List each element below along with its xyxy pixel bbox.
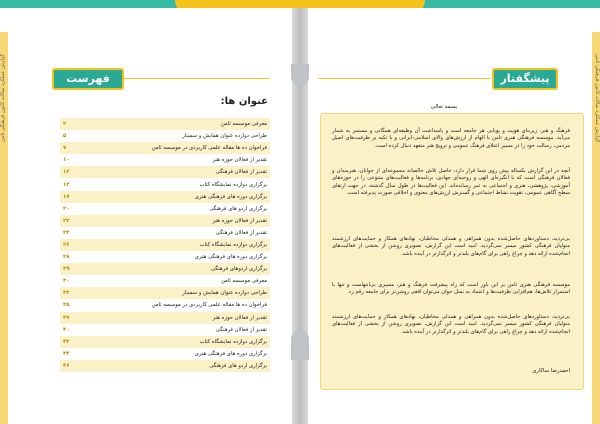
signature: احمدرضا ساکاری: [532, 368, 570, 374]
toc-row: [60, 336, 270, 348]
toc-page-number: ۲۲: [63, 217, 70, 224]
bismillah: بسمه تعالی: [430, 104, 458, 110]
toc-page-number: ۳۰: [63, 278, 70, 285]
section-title: عنوان ها:: [220, 96, 268, 107]
toc-row: [60, 215, 270, 227]
toc-title: معرفی موسسه ثامن: [220, 121, 267, 128]
toc-row: [60, 178, 270, 190]
toc-page-number: ۴۶: [63, 362, 70, 369]
preface-paragraph: آنچه در این گزارش یکساله پیش روی شما قرار دارد، حاصل تلاش خالصانه مجموعه‌ای از جوانان، هنرمندان و فعالان فرهنگی است که با انگیزه‌ای الهی و روحیه‌ای جهادی، برنامه‌ها و فعالیت‌های متنوعی را در حوزه‌های آموزشی، پژوهشی، هنری و اجتماعی به ثمر رسانده‌اند. این فعالیت‌ها در طول سال گذشته، در جهت ارتقای سطح آگاهی عمومی، تقویت نشاط اجتماعی و گسترش ارزش‌های معنوی و اخلاقی صورت پذیرفته است.: [332, 168, 570, 197]
toc-row: [60, 154, 270, 166]
toc-page-number: ۱۲: [63, 169, 70, 176]
toc-page-number: ۱۷: [63, 193, 70, 200]
toc-row: [60, 348, 270, 360]
toc-page-number: ۴۲: [63, 338, 70, 345]
toc-title: برگزاری اردوهای فرهنگی: [210, 266, 267, 273]
toc-page-number: ۳۷: [63, 314, 70, 321]
toc-title: فراخوان ده ها مقاله علمی کاربردی در موسسه ثامن: [151, 302, 267, 309]
toc-page-number: ۲: [63, 121, 67, 128]
preface-paragraph: بی‌تردید، دستاوردهای حاصل‌شده بدون همراهی و همدلی مخاطبان، نهادهای همکار و حمایت‌های ارزشمند متولیان فرهنگی کشور میسر نمی‌گردید. امید است این گزارش، تصویری روشن از بخشی از فعالیت‌های انجام‌شده ارائه دهد و چراغ راهی برای گام‌های بلندتر و اثرگذارتر در آینده باشد.: [332, 236, 570, 257]
toc-row: [60, 312, 270, 324]
toc-title: برگزاری دوازده نمایشگاه کتاب: [199, 241, 267, 248]
toc-title: طراحی دوازده عنوان همایش و سمینار: [182, 133, 267, 140]
toc-page-number: ۲۰: [63, 205, 70, 212]
toc-title: برگزاری اردو های فرهنگی: [209, 362, 267, 369]
side-label: گزارش عملکرد سالانه کانون فرهنگی ثامن: [0, 54, 6, 143]
toc-page-number: ۲۶: [63, 241, 70, 248]
preface-paragraph: بی‌تردید، دستاوردهای حاصل‌شده بدون همراهی و همدلی مخاطبان، نهادهای همکار و حمایت‌های ارزشمند متولیان فرهنگی کشور میسر نمی‌گردید. امید است این گزارش، تصویری روشن از بخشی از فعالیت‌های انجام‌شده ارائه دهد و چراغ راهی برای گام‌های بلندتر و اثرگذارتر در آینده باشد.: [332, 314, 570, 335]
binding-tab: [291, 64, 309, 86]
toc-row: [60, 118, 270, 130]
toc-row: [60, 263, 270, 275]
toc-page-number: ۲۹: [63, 266, 70, 273]
toc-list: [60, 118, 270, 372]
toc-row: [60, 130, 270, 142]
toc-page-number: ۳۳: [63, 290, 70, 297]
toc-row: [60, 166, 270, 178]
toc-title: فراخوان ده ها مقاله علمی کاربردی در موسسه ثامن: [151, 145, 267, 152]
toc-title: طراحی دوازده عنوان همایش و سمینار: [182, 290, 267, 297]
toc-row: [60, 275, 270, 287]
header-rule: [318, 78, 490, 79]
toc-title: تقدیر از فعالان فرهنگی: [215, 229, 267, 236]
toc-title: برگزاری دوره های فرهنگی هنری: [194, 193, 267, 200]
toc-title: تقدیر از فعالان فرهنگی: [215, 326, 267, 333]
toc-page-number: ۳۵: [63, 302, 70, 309]
toc-page-number: ۴۰: [63, 326, 70, 333]
side-label: گزارش عملکرد سالانه کانون فرهنگی ثامن: [594, 54, 600, 143]
toc-page-number: ۷: [63, 145, 67, 152]
toc-row: [60, 360, 270, 372]
toc-row: [60, 191, 270, 203]
toc-title: تقدیر از فعالان حوزه هنر: [212, 217, 267, 224]
toc-title: برگزاری دوره های فرهنگی هنری: [194, 254, 267, 261]
toc-title: تقدیر از فعالان فرهنگی: [215, 169, 267, 176]
toc-page: [0, 8, 296, 424]
toc-page-number: ۱۴: [63, 181, 70, 188]
toc-title: برگزاری دوازده نمایشگاه کتاب: [199, 338, 267, 345]
toc-row: [60, 324, 270, 336]
top-band: [0, 0, 600, 8]
toc-row: [60, 251, 270, 263]
toc-title: تقدیر از فعالان حوزه هنر: [212, 314, 267, 321]
toc-page-number: ۱۰: [63, 157, 70, 164]
preface-page: [304, 8, 600, 424]
toc-page-number: ۴۴: [63, 350, 70, 357]
toc-title: برگزاری دوازده نمایشگاه کتاب: [199, 181, 267, 188]
toc-title: معرفی موسسه ثامن: [220, 278, 267, 285]
toc-row: [60, 299, 270, 311]
toc-page-number: ۲۴: [63, 229, 70, 236]
toc-row: [60, 203, 270, 215]
preface-paragraph: فرهنگ و هنر، زیربنای هویت و پویایی هر جامعه است و پاسداشت آن وظیفه‌ای همگانی و مستمر به شمار می‌آید. موسسه فرهنگی هنری ثامن با الهام از ارزش‌های والای اسلامی-ایرانی و با تکیه بر ظرفیت‌های اصیل مردمی، رسالت خود را در مسیر اعتلای فرهنگ عمومی و ترویج هنر متعهد دنبال کرده است.: [332, 128, 570, 149]
toc-title: برگزاری اردو های فرهنگی: [209, 205, 267, 212]
toc-row: [60, 142, 270, 154]
toc-row: [60, 239, 270, 251]
toc-title: تقدیر از فعالان حوزه هنر: [212, 157, 267, 164]
binding-tab: [291, 330, 309, 360]
toc-page-number: ۲۸: [63, 254, 70, 261]
header-rule: [122, 78, 270, 79]
toc-row: [60, 227, 270, 239]
toc-title: برگزاری دوره های فرهنگی هنری: [194, 350, 267, 357]
preface-paragraph: موسسه فرهنگی هنری ثامن بر این باور است که راه پیشرفت فرهنگ و هنر، مسیری بی‌انتهاست و تنها با استمرار تلاش‌ها، هم‌افزایی ظرفیت‌ها و اعتماد به نسل جوان می‌توان افقی روشن‌تر برای جامعه رقم زد.: [332, 282, 570, 296]
toc-header: فهرست: [52, 68, 124, 90]
toc-row: [60, 287, 270, 299]
preface-header: پیشگفتار: [492, 68, 558, 90]
toc-page-number: ۵: [63, 133, 67, 140]
